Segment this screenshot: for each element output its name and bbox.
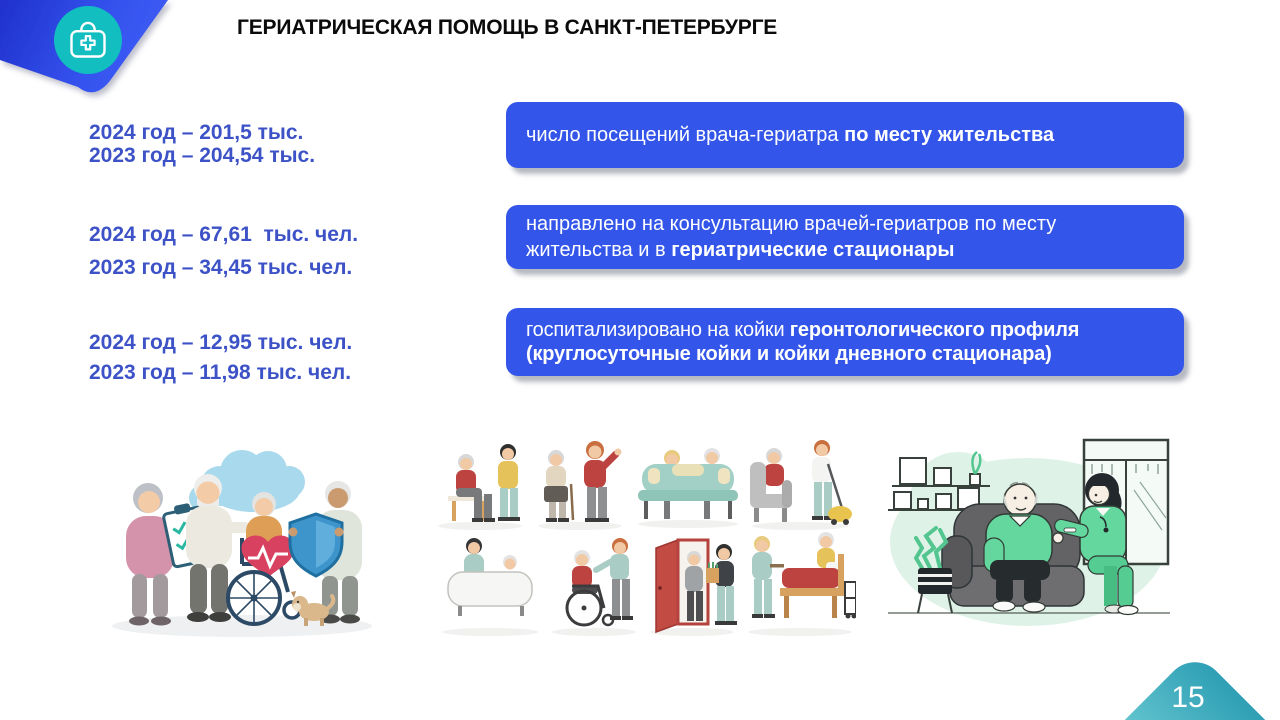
banner-text-normal: число посещений врача-гериатра — [526, 124, 845, 146]
stat-line-2024: 2024 год – 12,95 тыс. чел. — [89, 331, 353, 354]
banner-hospitalized — [506, 308, 1184, 376]
stat-block-visits — [89, 121, 315, 167]
scene-couch — [638, 448, 738, 519]
banner-visits — [506, 102, 1184, 168]
medical-badge — [54, 6, 122, 74]
banner-text-normal: госпитализировано на койки — [526, 319, 790, 341]
scene-bed-meal — [752, 532, 856, 619]
banner-text-normal: направлено на консультацию врачей-гериатров по месту жительства и в — [526, 213, 1057, 261]
scene-bath — [448, 538, 532, 616]
elderly-group-illustration — [92, 436, 392, 642]
scene-door-delivery — [656, 540, 737, 632]
stat-line-2024: 2024 год – 67,61 тыс. чел. — [89, 223, 359, 246]
nurse-home-visit-illustration — [878, 430, 1180, 632]
scene-wheelchair — [567, 538, 633, 625]
scene-vacuum — [750, 440, 852, 525]
banner-text-bold: гериатрические стационары — [671, 239, 955, 261]
caregiving-scenes-svg — [432, 436, 856, 636]
stat-block-hospitalized — [89, 331, 352, 384]
scene-bench-care — [448, 444, 520, 522]
stat-block-referrals — [89, 223, 358, 279]
page-title: ГЕРИАТРИЧЕСКАЯ ПОМОЩЬ В САНКТ-ПЕТЕРБУРГЕ — [237, 16, 778, 39]
banner-text-bold: геронтологического профиля (круглосуточные койки и койки дневного стационара) — [526, 319, 1080, 365]
stat-line-2023: 2023 год – 204,54 тыс. — [89, 144, 316, 167]
stat-line-2024: 2024 год – 201,5 тыс. — [89, 121, 304, 144]
stat-line-2023: 2023 год – 34,45 тыс. чел. — [89, 256, 353, 279]
medical-bag-icon — [66, 18, 110, 62]
nurse-home-visit-svg — [878, 430, 1180, 632]
banner-referrals — [506, 205, 1184, 269]
stat-line-2023: 2023 год – 11,98 тыс. чел. — [89, 361, 352, 384]
banner-text — [526, 122, 1054, 148]
caregiving-scenes-illustration — [432, 436, 856, 636]
scene-walking — [544, 441, 622, 522]
elderly-group-svg — [92, 436, 392, 642]
banner-text — [526, 318, 1162, 366]
banner-text — [526, 211, 1162, 263]
banner-text-bold: по месту жительства — [844, 124, 1055, 146]
page-number: 15 — [1171, 681, 1205, 714]
woman-in-wheelchair — [228, 492, 300, 624]
